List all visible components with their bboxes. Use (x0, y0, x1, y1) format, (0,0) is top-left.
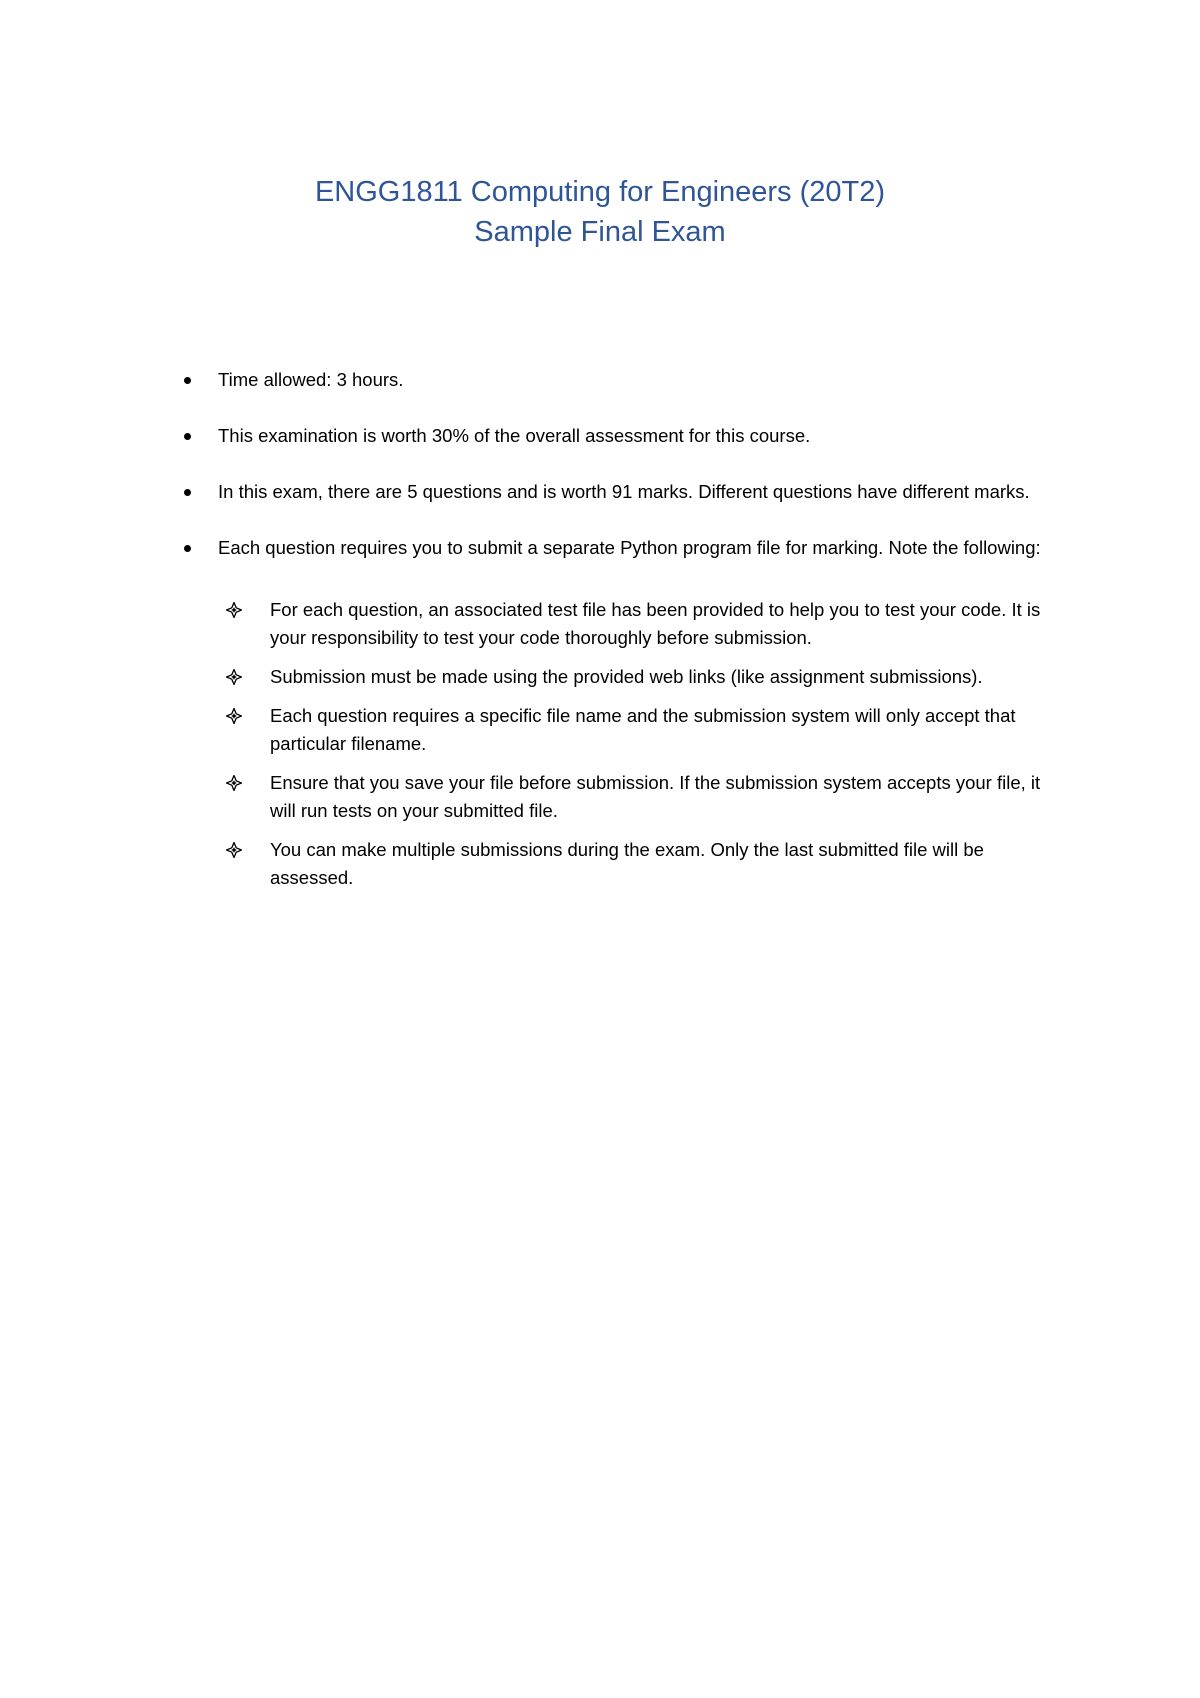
four-diamond-star-icon (226, 602, 242, 618)
submission-note-item (226, 836, 1064, 892)
submission-note-item (226, 596, 1064, 652)
instruction-item (184, 366, 1064, 394)
submission-note-item (226, 769, 1064, 825)
four-diamond-star-icon (226, 669, 242, 685)
four-diamond-star-icon (226, 775, 242, 791)
instruction-text: Time allowed: 3 hours. (218, 369, 404, 390)
submission-note-item (226, 663, 1064, 691)
submission-note-text: You can make multiple submissions during the exam. Only the last submitted file will be assessed. (270, 839, 984, 888)
bullet-icon (184, 545, 191, 552)
bullet-icon (184, 489, 191, 496)
submission-notes-list (218, 596, 1064, 892)
bullet-icon (184, 377, 191, 384)
submission-note-text: For each question, an associated test file has been provided to help you to test your code. It is your responsibility to test your code thoroughly before submission. (270, 599, 1041, 648)
exam-subtitle: Sample Final Exam (474, 216, 726, 248)
instruction-text: In this exam, there are 5 questions and is worth 91 marks. Different questions have different marks. (218, 481, 1030, 502)
four-diamond-star-icon (226, 842, 242, 858)
submission-note-text: Submission must be made using the provided web links (like assignment submissions). (270, 666, 983, 687)
instruction-item (184, 422, 1064, 450)
submission-note-item (226, 702, 1064, 758)
document-title (0, 172, 1200, 252)
course-title: ENGG1811 Computing for Engineers (20T2) (314, 176, 886, 208)
bullet-icon (184, 433, 191, 440)
instructions-list (184, 366, 1064, 920)
instruction-item (184, 478, 1064, 506)
instruction-text: Each question requires you to submit a separate Python program file for marking. Note the following: (218, 537, 1041, 558)
four-diamond-star-icon (226, 708, 242, 724)
instruction-item (184, 534, 1064, 892)
submission-note-text: Ensure that you save your file before submission. If the submission system accepts your file, it will run tests on your submitted file. (270, 772, 1041, 821)
submission-note-text: Each question requires a specific file name and the submission system will only accept that particular filename. (270, 705, 1016, 754)
instruction-text: This examination is worth 30% of the overall assessment for this course. (218, 425, 811, 446)
